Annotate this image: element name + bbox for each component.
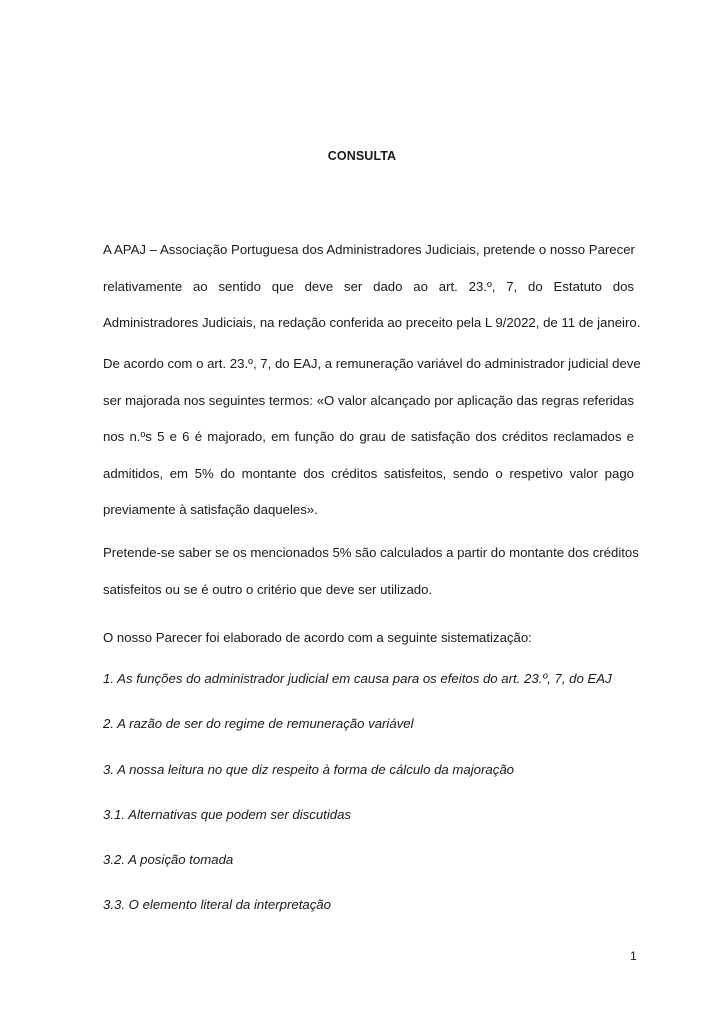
text-line: relativamente ao sentido que deve ser dado ao art. 23.º, 7, do Estatuto dos — [103, 278, 634, 294]
text-line: nos n.ºs 5 e 6 é majorado, em função do grau de satisfação dos créditos reclamados e — [103, 429, 634, 444]
text-line: Pretende-se saber se os mencionados 5% são calculados a partir do montante dos créditos — [103, 545, 639, 560]
text-line: satisfeitos ou se é outro o critério que deve ser utilizado. — [103, 581, 433, 597]
outline-item: 3.3. O elemento literal da interpretação — [103, 897, 331, 912]
text-line: Administradores Judiciais, na redação conferida ao preceito pela L 9/2022, de 11 de janeiro. — [103, 315, 641, 330]
paragraph-structure-intro — [103, 620, 634, 657]
paragraph-article-quote — [103, 346, 641, 529]
outline-item: 1. As funções do administrador judicial em causa para os efeitos do art. 23.º, 7, do EAJ — [103, 671, 612, 686]
text-line: O nosso Parecer foi elaborado de acordo com a seguinte sistematização: — [103, 630, 532, 645]
text-line: previamente à satisfação daqueles». — [103, 502, 318, 517]
outline-item: 3.1. Alternativas que podem ser discutidas — [103, 807, 352, 822]
text-line: admitidos, em 5% do montante dos créditos satisfeitos, sendo o respetivo valor pago — [103, 465, 634, 481]
page-number: 1 — [630, 949, 637, 963]
outline-item: 2. A razão de ser do regime de remuneração variável — [103, 716, 414, 731]
paragraph-question — [103, 535, 639, 608]
text-line: De acordo com o art. 23.º, 7, do EAJ, a remuneração variável do administrador judicial deve — [103, 356, 641, 371]
text-line: A APAJ – Associação Portuguesa dos Administradores Judiciais, pretende o nosso Parecer — [103, 242, 635, 257]
paragraph-request — [103, 232, 641, 342]
text-line: ser majorada nos seguintes termos: «O valor alcançado por aplicação das regras referidas — [103, 392, 634, 408]
outline-item: 3. A nossa leitura no que diz respeito à forma de cálculo da majoração — [103, 762, 515, 777]
document-title: CONSULTA — [327, 149, 397, 163]
outline-item: 3.2. A posição tomada — [103, 852, 234, 867]
